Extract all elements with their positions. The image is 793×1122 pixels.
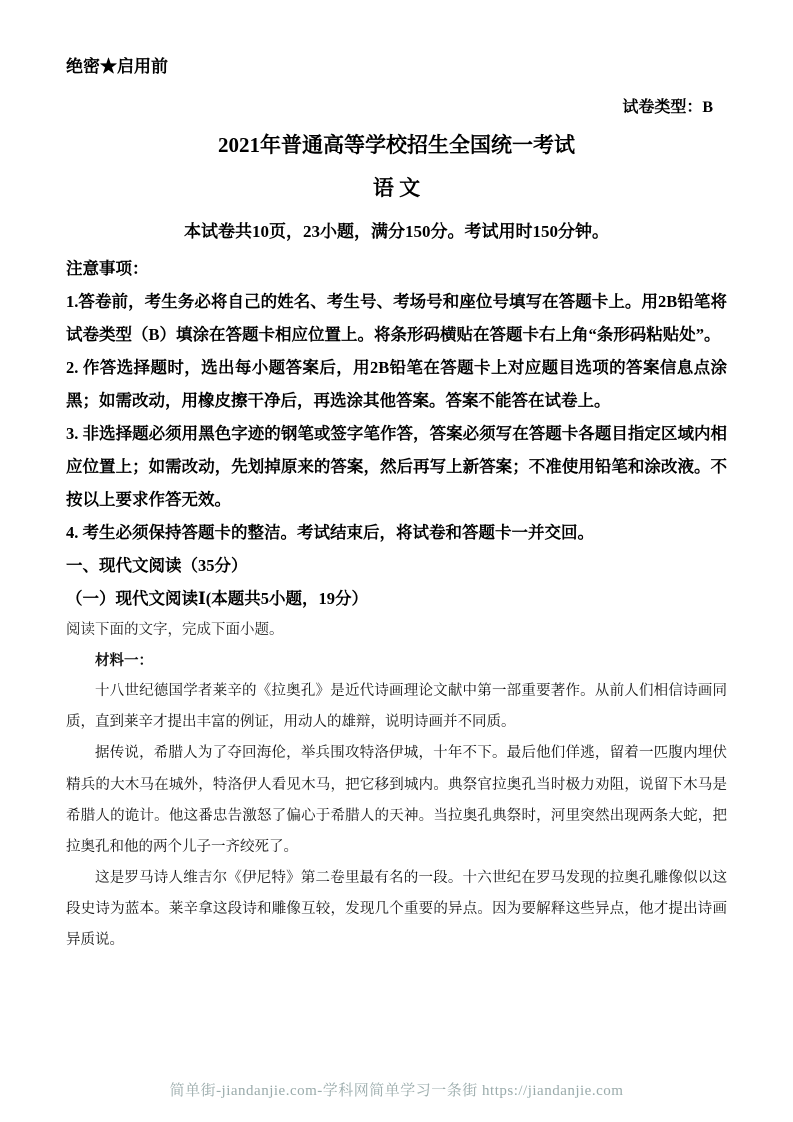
- notices-block: [66, 252, 727, 549]
- notices-heading: 注意事项：: [66, 259, 149, 279]
- section-heading: 一、现代文阅读（35分）: [66, 556, 248, 576]
- material-paragraph-3: 这是罗马诗人维吉尔《伊尼特》第二卷里最有名的一段。十六世纪在罗马发现的拉奥孔雕像似以这段史诗为蓝本。莱辛拿这段诗和雕像互较，发现几个重要的异点。因为要解释这些异点，他才提出诗画异质说。: [66, 870, 727, 949]
- notice-item-1: 1.答卷前，考生务必将自己的姓名、考生号、考场号和座位号填写在答题卡上。用2B铅笔将试卷类型（B）填涂在答题卡相应位置上。将条形码横贴在答题卡右上角“条形码粘贴处”。: [66, 292, 727, 345]
- exam-info-line: 本试卷共10页，23小题，满分150分。考试用时150分钟。: [184, 221, 609, 241]
- material-paragraph-1: 十八世纪德国学者莱辛的《拉奥孔》是近代诗画理论文献中第一部重要著作。从前人们相信诗画同质，直到莱辛才提出丰富的例证，用动人的雄辩，说明诗画并不同质。: [66, 683, 727, 731]
- notice-item-2: 2. 作答选择题时，选出每小题答案后，用2B铅笔在答题卡上对应题目选项的答案信息点涂黑；如需改动，用橡皮擦干净后，再选涂其他答案。答案不能答在试卷上。: [66, 358, 727, 411]
- notice-item-3: 3. 非选择题必须用黑色字迹的钢笔或签字笔作答，答案必须写在答题卡各题目指定区域内相应位置上；如需改动，先划掉原来的答案，然后再写上新答案；不准使用铅笔和涂改液。不按以上要求作答无效。: [66, 424, 727, 510]
- reading-instruction: 阅读下面的文字，完成下面小题。: [66, 622, 284, 639]
- section-block: [66, 549, 727, 615]
- material-label: 材料一：: [95, 652, 153, 669]
- subsection-heading: （一）现代文阅读Ⅰ(本题共5小题，19分）: [66, 589, 368, 609]
- paper-type-label: 试卷类型：B: [622, 99, 713, 117]
- exam-title: 2021年普通高等学校招生全国统一考试: [218, 132, 575, 157]
- classification-label: 绝密★启用前: [66, 57, 168, 76]
- subject-title: 语 文: [372, 176, 421, 201]
- material-paragraph-2: 据传说，希腊人为了夺回海伦，举兵围攻特洛伊城，十年不下。最后他们佯逃，留着一匹腹内埋伏精兵的大木马在城外，特洛伊人看见木马，把它移到城内。典祭官拉奥孔当时极力劝阻，说留下木马是希腊人的诡计。他这番忠告激怒了偏心于希腊人的天神。当拉奥孔典祭时，河里突然出现两条大蛇，把拉奥孔和他的两个儿子一齐绞死了。: [66, 745, 727, 855]
- watermark-footer: 简单街-jiandanjie.com-学科网简单学习一条街 https://jiandanjie.com: [169, 1083, 624, 1099]
- notice-item-4: 4. 考生必须保持答题卡的整洁。考试结束后，将试卷和答题卡一并交回。: [66, 523, 594, 543]
